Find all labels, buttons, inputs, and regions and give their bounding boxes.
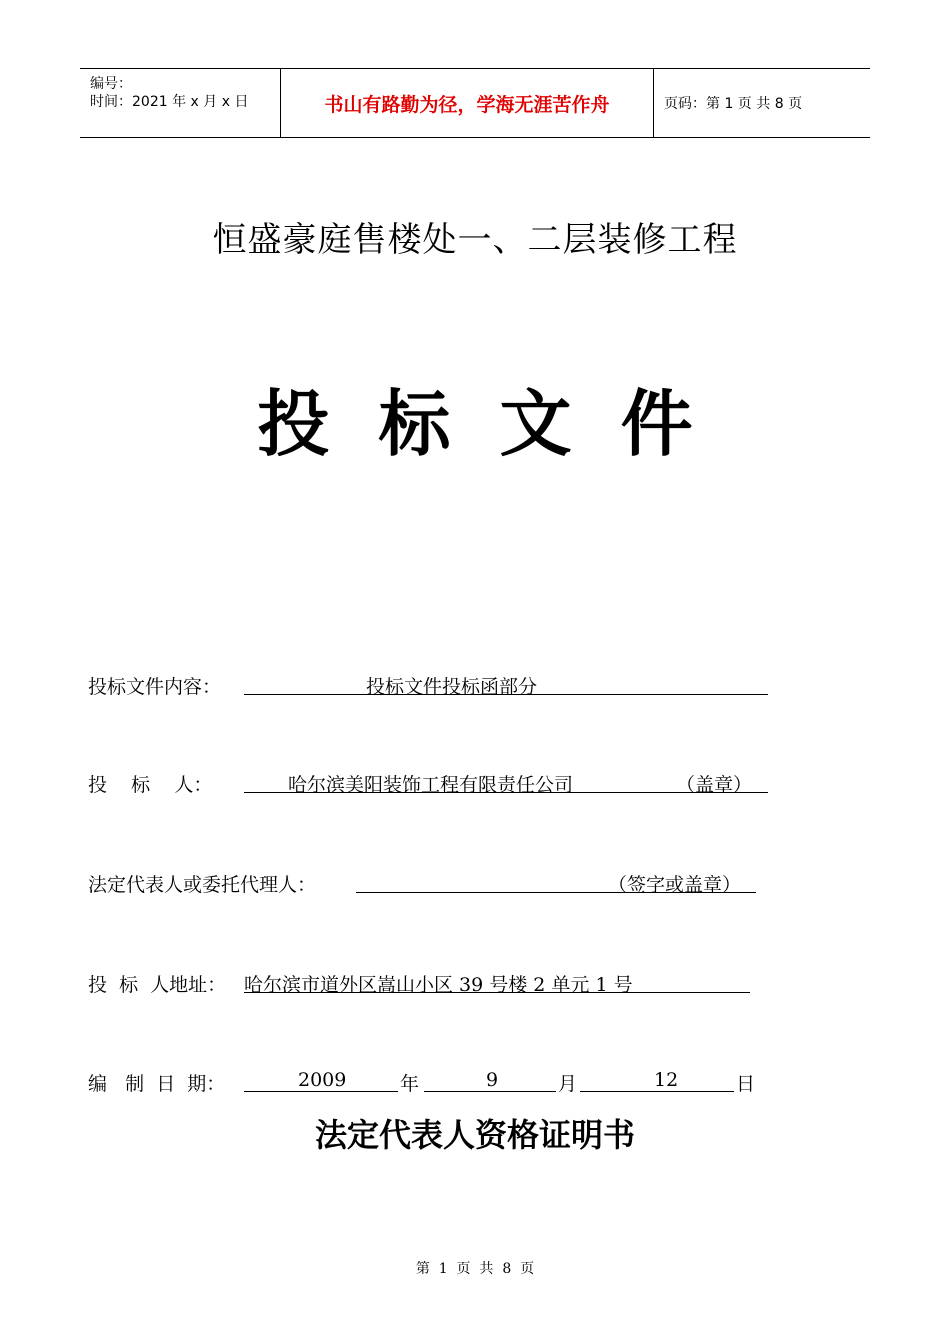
- bidder-note: （盖章）: [676, 774, 753, 796]
- header-motto: 书山有路勤为径，学海无涯苦作舟: [324, 93, 610, 116]
- date-label: 编 制 日 期：: [88, 1073, 226, 1095]
- day-unit: 日: [736, 1073, 756, 1095]
- project-title: 恒盛豪庭售楼处一、二层装修工程: [212, 220, 738, 260]
- doc-number-label: 编号：: [90, 76, 132, 92]
- header-page-info: 页码：第 1 页 共 8 页: [664, 96, 803, 112]
- representative-note: （签字或盖章）: [608, 874, 742, 896]
- title-char: 投: [257, 382, 330, 466]
- month-unit: 月: [558, 1073, 578, 1095]
- title-char: 标: [378, 382, 451, 466]
- address-label: 投 标 人地址：: [88, 974, 227, 996]
- document-title: [0, 366, 950, 470]
- date-day: 12: [654, 1069, 679, 1091]
- title-char: 件: [620, 382, 693, 466]
- year-unit: 年: [400, 1073, 420, 1095]
- address-value: 哈尔滨市道外区嵩山小区 39 号楼 2 单元 1 号: [244, 974, 633, 996]
- date-year: 2009: [298, 1069, 347, 1091]
- content-value: 投标文件投标函部分: [366, 676, 538, 698]
- header-divider: [653, 69, 654, 137]
- representative-label: 法定代表人或委托代理人：: [88, 874, 317, 896]
- doc-time-label: 时间：2021 年 x 月 x 日: [90, 94, 249, 110]
- certificate-title: 法定代表人资格证明书: [314, 1116, 635, 1154]
- bidder-label: 投 标 人：: [88, 774, 213, 796]
- date-month: 9: [486, 1069, 499, 1091]
- header-meta: [80, 69, 280, 137]
- content-label: 投标文件内容：: [88, 676, 222, 698]
- title-char: 文: [499, 382, 572, 466]
- document-header: [80, 68, 870, 138]
- bidder-value: 哈尔滨美阳装饰工程有限责任公司: [288, 774, 574, 796]
- page-footer: 第 1 页 共 8 页: [415, 1261, 535, 1277]
